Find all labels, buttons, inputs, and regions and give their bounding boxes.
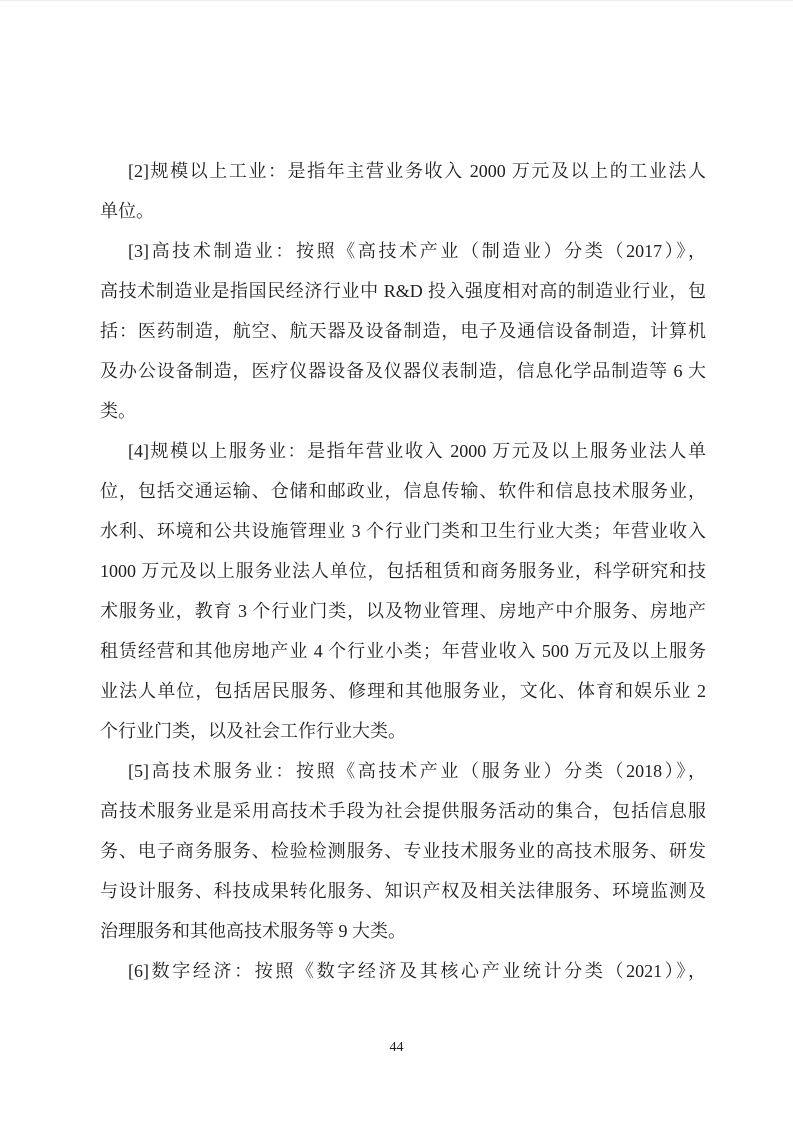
notes-section — [100, 151, 706, 991]
note-line: [6]数字经济：按照《数字经济及其核心产业统计分类（2021）》， — [128, 961, 706, 981]
page-number: 44 — [389, 1040, 404, 1055]
note-line: [2]规模以上工业：是指年主营业务收入 2000 万元及以上的工业法人 — [128, 161, 706, 181]
note-line: [3]高技术制造业：按照《高技术产业（制造业）分类（2017）》， — [128, 241, 706, 261]
note-line: 及办公设备制造，医疗仪器设备及仪器仪表制造，信息化学品制造等 6 大 — [100, 361, 706, 381]
note-paragraph-2 — [100, 151, 706, 231]
note-line: [5]高技术服务业：按照《高技术产业（服务业）分类（2018）》， — [128, 761, 706, 781]
note-paragraph-3 — [100, 231, 706, 431]
note-line: 与设计服务、科技成果转化服务、知识产权及相关法律服务、环境监测及 — [100, 881, 706, 901]
note-line: 业法人单位，包括居民服务、修理和其他服务业，文化、体育和娱乐业 2 — [100, 681, 706, 701]
note-paragraph-5 — [100, 751, 706, 951]
note-line: 水利、环境和公共设施管理业 3 个行业门类和卫生行业大类；年营业收入 — [100, 521, 706, 541]
note-line: 高技术制造业是指国民经济行业中 R&D 投入强度相对高的制造业行业，包 — [100, 281, 706, 301]
note-line: [4]规模以上服务业：是指年营业收入 2000 万元及以上服务业法人单 — [128, 441, 706, 461]
note-line: 治理服务和其他高技术服务等 9 大类。 — [100, 921, 406, 941]
note-line: 租赁经营和其他房地产业 4 个行业小类；年营业收入 500 万元及以上服务 — [100, 641, 706, 661]
note-line: 单位。 — [100, 201, 154, 221]
note-line: 高技术服务业是采用高技术手段为社会提供服务活动的集合，包括信息服 — [100, 801, 706, 821]
note-line: 术服务业，教育 3 个行业门类，以及物业管理、房地产中介服务、房地产 — [100, 601, 706, 621]
note-line: 位，包括交通运输、仓储和邮政业，信息传输、软件和信息技术服务业， — [100, 481, 706, 501]
note-paragraph-4 — [100, 431, 706, 751]
note-line: 类。 — [100, 401, 136, 421]
note-paragraph-6 — [100, 951, 706, 991]
note-line: 1000 万元及以上服务业法人单位，包括租赁和商务服务业，科学研究和技 — [100, 561, 706, 581]
note-line: 括：医药制造，航空、航天器及设备制造，电子及通信设备制造，计算机 — [100, 321, 706, 341]
note-line: 个行业门类，以及社会工作行业大类。 — [100, 721, 406, 741]
note-line: 务、电子商务服务、检验检测服务、专业技术服务业的高技术服务、研发 — [100, 841, 706, 861]
